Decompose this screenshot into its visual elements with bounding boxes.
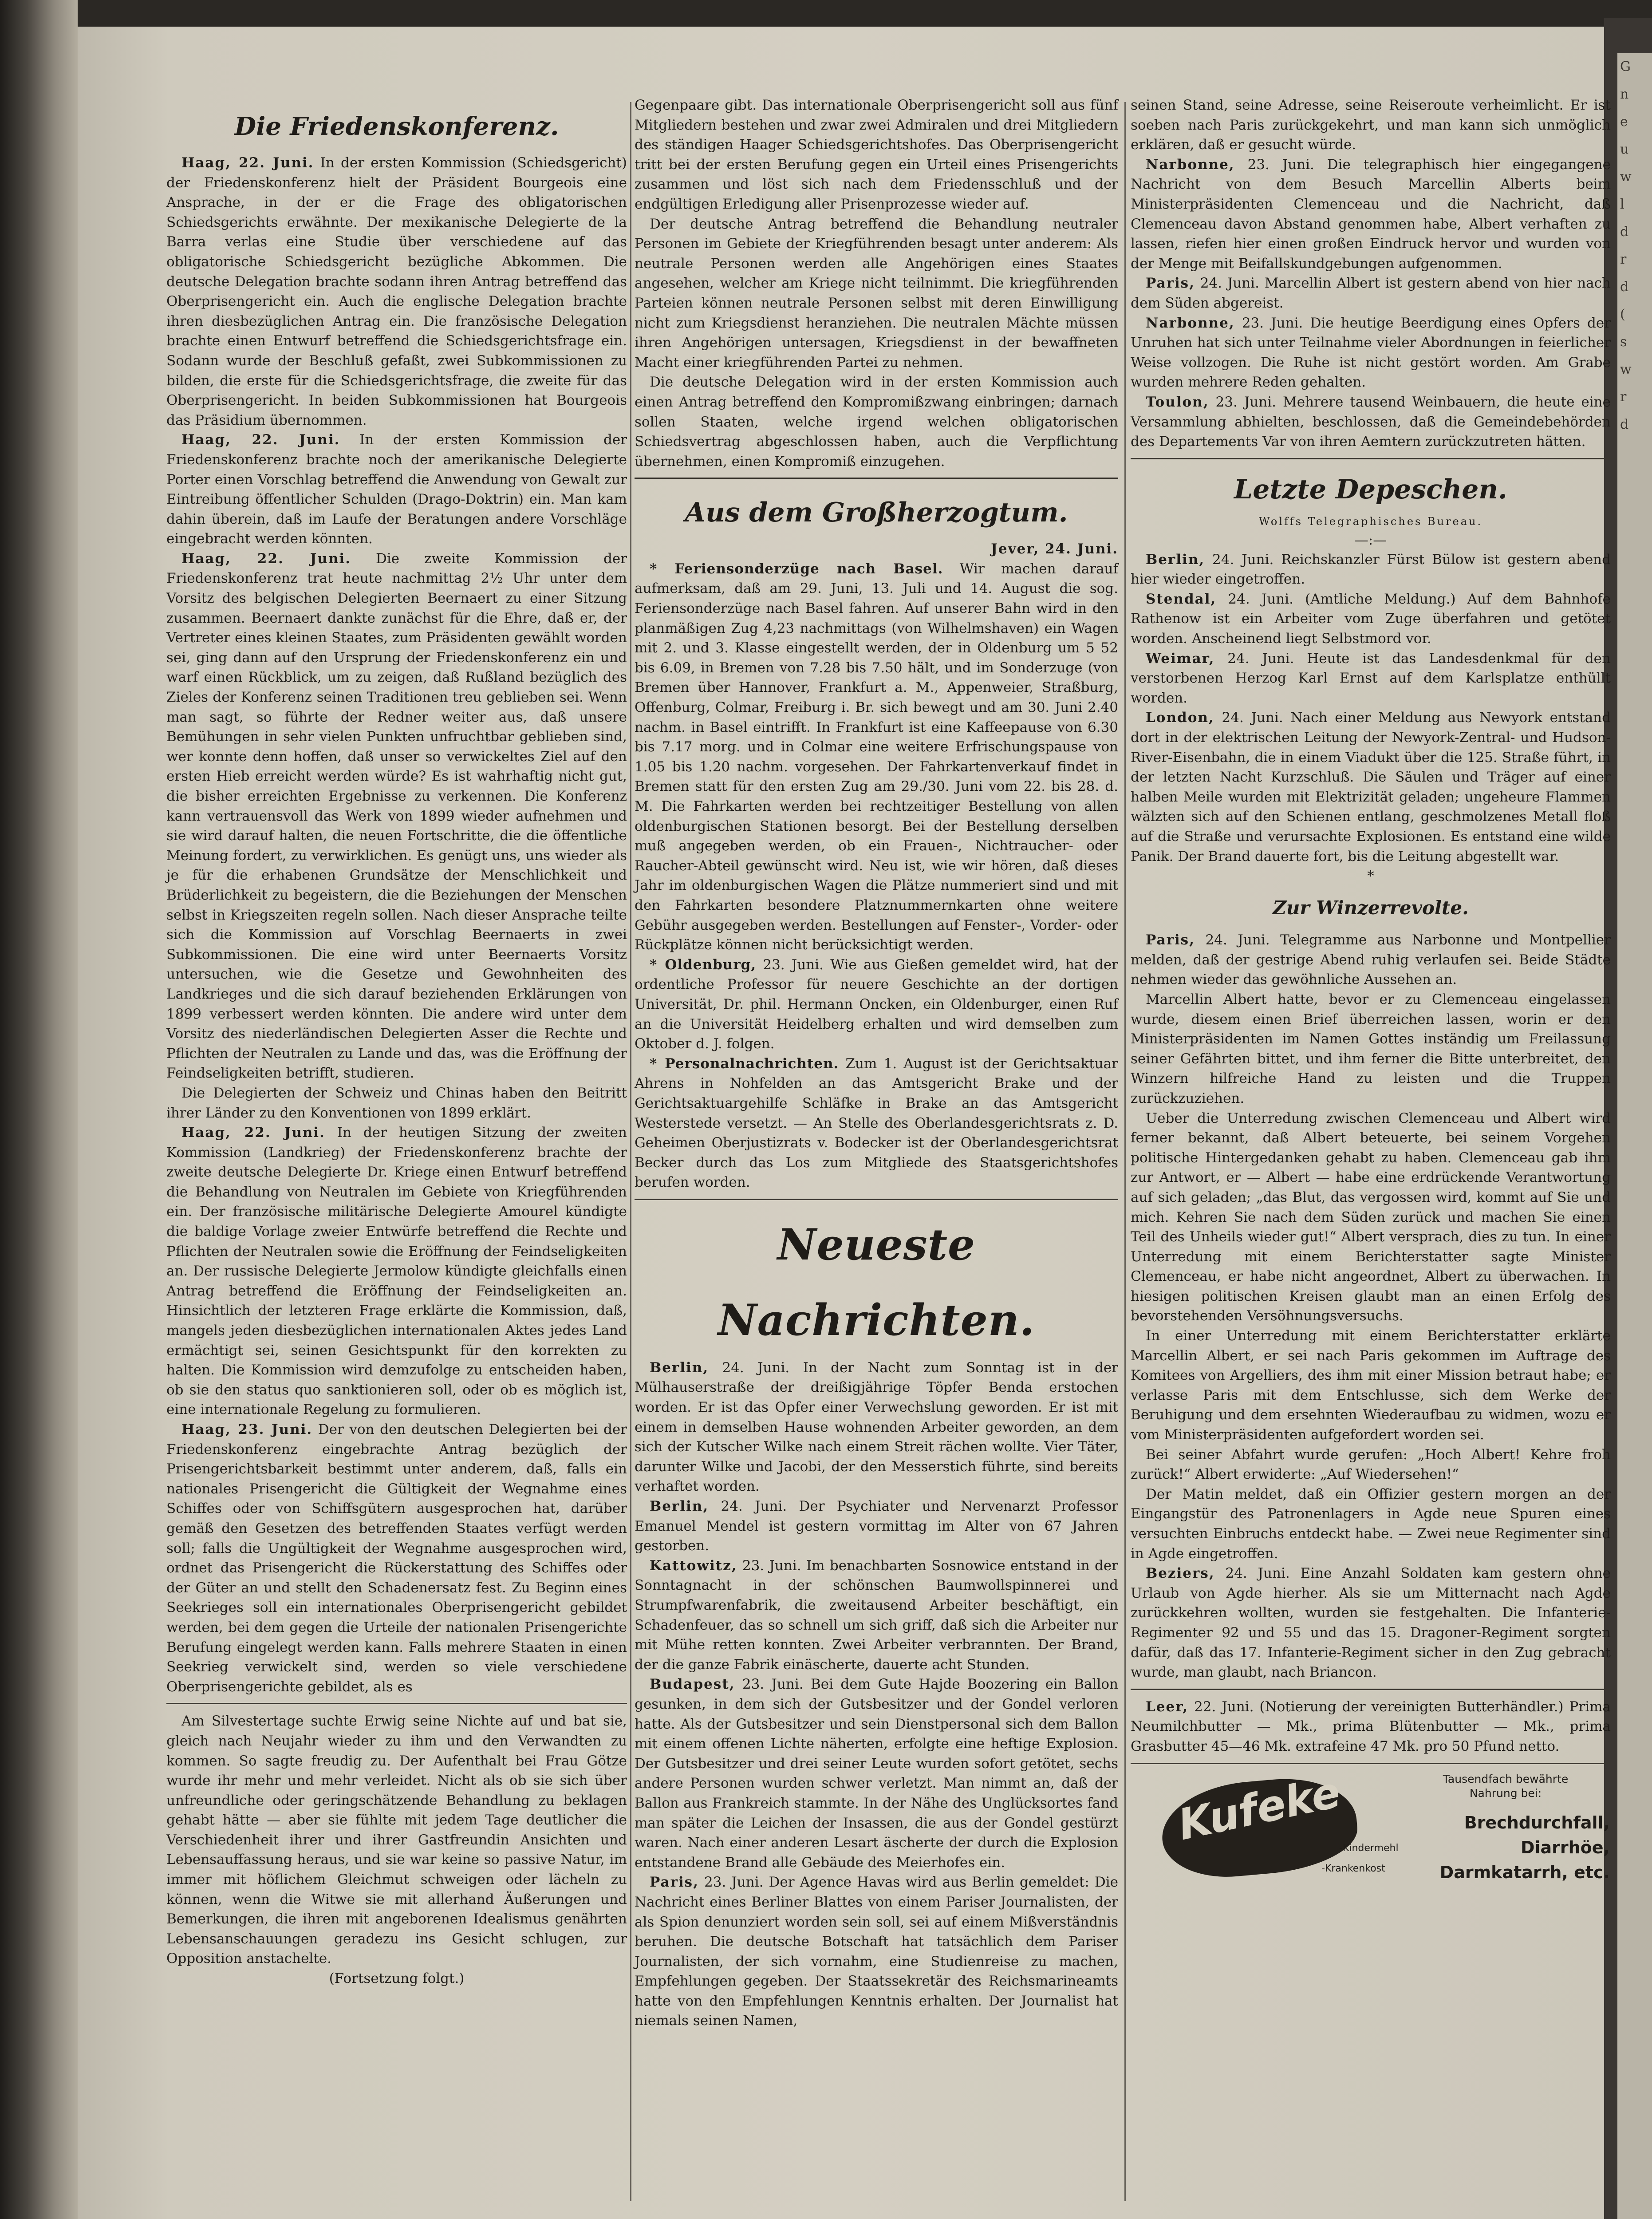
news-item xyxy=(635,1496,1118,1556)
edge-char: r xyxy=(1620,252,1627,267)
paragraph-text: Die zweite Kommission der Friedenskonferenz trat heute nachmittag 2½ Uhr unter dem Vorsitz des belgischen Delegierten Beernaert zu einer Sitzung zusammen. Beernaert dankte zunächst für die Ehre, daß er, der Vertreter eines kleinen Staates, zum Präsidenten gewählt worden sei, ging dann auf den Ursprung der Friedenskonferenz ein und warf einen Rückblick, um zu zeigen, daß Rußland bezüglich des Zieles der Konferenz seinen Traditionen treu geblieben sei. Wenn man sagt, so führte der Redner weiter aus, daß unsere Bemühungen in sehr vielen Punkten unfruchtbar geblieben sind, wer konnte denn hoffen, daß unser so verwickeltes Ziel auf den ersten Hieb erreicht werden würde? Es ist wahrhaftig nicht gut, die bisher erreichten Ergebnisse zu verkennen. Die Konferenz kann vertrauensvoll das Werk von 1899 wieder aufnehmen und sie wird darauf halten, die neuen Fortschritte, die die öffentliche Meinung fordert, zu verwirklichen. Es genügt uns, uns wieder als je für die erhabenen Grundsätze der Menschlichkeit und Brüderlichkeit zu begeistern, die die Beziehungen der Menschen selbst in Kriegszeiten regeln sollen. Nach dieser Ansprache teilte sich die Kommission auf Vorschlag Beernaerts in zwei Subkommissionen. Die eine wird unter Beernaerts Vorsitz untersuchen, wie die Gesetze und Gewohnheiten des Landkrieges und die sich darauf beziehenden Erklärungen von 1899 verbessert werden könnten. Die andere wird unter dem Vorsitz des niederländischen Delegierten Asser die Rechte und Pflichten der Neutralen zu Lande und das, was die Eröffnung der Feindseligkeiten betrifft, studieren. xyxy=(166,550,627,1082)
kufeke-advertisement xyxy=(1131,1767,1611,1901)
column-rule xyxy=(630,102,631,2201)
dateline: Berlin, xyxy=(650,1359,709,1376)
ad-condition: Brechdurchfall, xyxy=(1464,1812,1610,1832)
section-rule xyxy=(166,1703,627,1704)
news-item xyxy=(635,1872,1118,2031)
headline-letzte-depeschen: Letzte Depeschen. xyxy=(1234,474,1507,505)
news-item xyxy=(635,1358,1118,1496)
dateline: Narbonne, xyxy=(1146,156,1235,173)
dateline: Paris, xyxy=(650,1874,699,1891)
ad-condition: Diarrhöe, xyxy=(1520,1837,1610,1857)
market-report xyxy=(1131,1697,1611,1757)
ad-product-krankenkost: -Krankenkost xyxy=(1321,1863,1385,1874)
item-text: 24. Juni. Heute ist das Landesdenkmal für den verstorbenen Herzog Karl Ernst auf dem Karlsplatze enthüllt worden. xyxy=(1131,650,1611,706)
article-paragraph: Die Delegierten der Schweiz und Chinas haben den Beitritt ihrer Länder zu den Konventionen von 1899 erklärt. xyxy=(166,1085,627,1121)
edge-char: ( xyxy=(1620,307,1625,322)
item-text: Wir machen darauf aufmerksam, daß am 29. Juni, 13. Juli und 14. August die sog. Feriensonderzüge nach Basel fahren. Auf unserer Bahn wird in den planmäßigen Zug 4,23 nachmittags (von Wilhelmshaven) ein Wagen mit 2. und 3. Klasse eingestellt werden, der in Oldenburg um 5 52 bis 6.09, in Bremen von 7.28 bis 7.50 hält, und im Sonderzuge (von Bremen über Hannover, Frankfurt a. M., Appenweier, Straßburg, Offenburg, Colmar, Freiburg i. Br. sich bewegt und am 30. Juni 2.40 nachm. in Basel eintrifft. In Frankfurt ist eine Kaffeepause von 6.30 bis 7.17 morg. und in Colmar eine weitere Erfrischungspause von 1.05 bis 1.20 nachm. vorgesehen. Der Fahrkartenverkauf findet in Bremen statt für den ersten Zug am 29./30. Juni vom 22. bis 28. d. M. Die Fahrkarten werden bei rechtzeitiger Bestellung von allen oldenburgischen Stationen besorgt. Bei der Bestellung derselben muß angegeben werden, ob ein Frauen-, Nichtraucher- oder Raucher-Abteil gewünscht wird. Neu ist, wie wir hören, daß dieses Jahr im oldenburgischen Wagen die Plätze nummeriert sind und mit den Fahrkarten besondere Platznummernkarten ohne weitere Gebühr ausgegeben werden. Bestellungen auf Fenster-, Vorder- oder Rückplätze können nicht berücksichtigt werden. xyxy=(635,561,1118,953)
item-text: 24. Juni. Eine Anzahl Soldaten kam gestern ohne Urlaub von Agde hierher. Als sie um Mitternacht nach Agde zurückkehren wollten, wurden sie festgehalten. Die Infanterie-Regimenter 92 und 55 und das 15. Dragoner-Regiment sorgten dafür, daß das 17. Infanterie-Regiment sicher in den Zug gebracht wurde, man glaubt, nach Briancon. xyxy=(1131,1565,1611,1681)
next-page-edge xyxy=(1617,53,1652,2219)
item-title: * Oldenburg, xyxy=(650,956,757,973)
ad-product-kindermehl: -Kindermehl xyxy=(1339,1842,1399,1854)
kufeke-logo-text: Kufeke xyxy=(1174,1767,1345,1850)
article-paragraph xyxy=(166,1123,627,1420)
item-text: 24. Juni. Nach einer Meldung aus Newyork entstand dort in der elektrischen Leitung der Newyork-Zentral- und Hudson-River-Eisenbahn, die in einem Viadukt über die 125. Straße führt, in der letzten Nacht Kurzschluß. Die Säulen und Träger auf einer halben Meile wurden mit Elektrizität geladen; ungeheure Flammen wälzten sich auf den Schienen entlang, geschmolzenes Metall floß auf die Straße und verursachte Explosionen. Es entstand eine wilde Panik. Der Brand dauerte fort, bis die Leitung abgestellt war. xyxy=(1131,710,1611,865)
news-item xyxy=(1131,930,1611,990)
dateline: Kattowitz, xyxy=(650,1557,737,1574)
item-title: * Feriensonderzüge nach Basel. xyxy=(650,561,943,577)
article-paragraph: Marcellin Albert hatte, bevor er zu Clemenceau eingelassen wurde, diesem einen Brief überreichen lassen, worin er den Ministerpräsidenten im Namen Gottes inständig um Freilassung seiner Gefährten bittet, und ihm ferner die Bitte unterbreitet, den Winzern hilfreiche Hand zu leisten und die Truppen zurückzuziehen. xyxy=(1131,991,1611,1106)
article-paragraph: Ueber die Unterredung zwischen Clemenceau und Albert wird ferner bekannt, daß Albert beteuerte, bei seinem Vorgehen politische Hintergedanken gehabt zu haben. Clemenceau gab ihm zur Antwort, er — Albert — habe eine erdrückende Verantwortung auf sich geladen; „das Blut, das vergossen wird, kommt auf Sie und mich. Kehren Sie nach dem Süden zurück und machen Sie einen Teil des Unheils wieder gut!“ Albert versprach, dies zu tun. In einer Unterredung mit einem Berichterstatter sagte Minister Clemenceau, er habe nicht angeordnet, Albert zu überwachen. In hiesigen politischen Kreisen glaubt man an einen Erfolg des bevorstehenden Versöhnungsversuchs. xyxy=(1131,1110,1611,1324)
item-text: 24. Juni. In der Nacht zum Sonntag ist in der Mülhauserstraße der dreißigjährige Töpfer Benda erstochen worden. Er ist das Opfer einer Verwechslung geworden. Er ist mit einem in demselben Hause wohnenden Arbeiter geworden, an dem sich der Kutscher Wilke nach einem Streit rächen wollte. Vier Täter, darunter Wilke und Jacobi, der den Messerstich führte, sind bereits verhaftet worden. xyxy=(635,1359,1118,1495)
news-item xyxy=(1131,155,1611,274)
ad-tagline-line: Tausendfach bewährte xyxy=(1443,1772,1569,1785)
column-3 xyxy=(1131,95,1611,1901)
headline-friedenskonferenz: Die Friedenskonferenz. xyxy=(234,112,559,141)
section-rule xyxy=(1131,458,1611,459)
news-item xyxy=(1131,589,1611,649)
ad-conditions xyxy=(1415,1810,1610,1885)
article-paragraph: Bei seiner Abfahrt wurde gerufen: „Hoch Albert! Kehre froh zurück!“ Albert erwiderte: „Auf Wiedersehen!“ xyxy=(1131,1446,1611,1483)
item-text: 24. Juni. Reichskanzler Fürst Bülow ist gestern abend hier wieder eingetroffen. xyxy=(1131,551,1611,588)
item-text: 24. Juni. Marcellin Albert ist gestern abend von hier nach dem Süden abgereist. xyxy=(1131,275,1611,311)
article-paragraph: In einer Unterredung mit einem Berichterstatter erklärte Marcellin Albert, er sei nach Paris gekommen im Auftrage des Komitees von Argelliers, des ihm mit einer Mission betraut habe; er verlasse Paris mit dem Entschlusse, sich dem Werke der Beruhigung und dem ersehnten Wiederaufbau zu widmen, wozu er vom Ministerpräsidenten aufgefordert worden sei. xyxy=(1131,1328,1611,1443)
paragraph-text: In der heutigen Sitzung der zweiten Kommission (Landkrieg) der Friedenskonferenz brachte der zweite deutsche Delegierte Dr. Kriege einen Entwurf betreffend die Behandlung von Neutralen im Gebiete von Kriegführenden ein. Der französische militärische Delegierte Amourel kündigte die baldige Vorlage zweier Entwürfe betreffend die Rechte und Pflichten der Neutralen sowie die Eröffnung der Feindseligkeiten an. Der russische Delegierte Jermolow kündigte gleichfalls einen Antrag betreffend die Eröffnung der Feindseligkeiten an. Hinsichtlich der letzteren Frage erklärte die Kommission, daß, mangels jeden diesbezüglichen internationalen Aktes jedes Land ermächtigt sei, seinen Gesichtspunkt für den korrekten zu halten. Die Kommission wird demzufolge zu entscheiden haben, ob sie den status quo sanktionieren soll, oder ob es möglich ist, eine internationale Regelung zu formulieren. xyxy=(166,1125,627,1418)
news-item xyxy=(635,1674,1118,1872)
dateline-text: Jever, 24. Juni. xyxy=(991,541,1118,557)
dateline: Leer, xyxy=(1146,1698,1189,1715)
dateline: Beziers, xyxy=(1146,1565,1215,1582)
item-text: 23. Juni. Mehrere tausend Weinbauern, die heute eine Versammlung abhielten, beschlossen, daß die Gemeindebehörden des Departements Var von ihren Aemtern zurückzutreten hätten. xyxy=(1131,394,1611,450)
paragraph-text: In der ersten Kommission der Friedenskonferenz brachte noch der amerikanische Delegierte Porter einen Vorschlag betreffend die Anwendung von Gewalt zur Eintreibung öffentlicher Schulden (Drago-Doktrin) ein. Man kam dahin überein, daß im Laufe der Beratungen andere Vorschläge eingebracht werden könnten. xyxy=(166,432,627,547)
edge-char: d xyxy=(1620,417,1629,432)
column-2 xyxy=(635,95,1118,2031)
section-rule xyxy=(635,478,1118,479)
ad-tagline xyxy=(1401,1772,1610,1800)
edge-char: w xyxy=(1620,169,1632,185)
article-paragraph: Der deutsche Antrag betreffend die Behandlung neutraler Personen im Gebiete der Kriegführenden besagt unter anderem: Als neutrale Personen werden alle Angehörigen eines Staates angesehen, welcher am Kriege nicht teilnimmt. Die kriegführenden Parteien können neutrale Personen selbst mit deren Einwilligung nicht zum Kriegsdienst heranziehen. Die neutralen Mächte müssen ihren Angehörigen untersagen, Kriegsdienst in der bewaffneten Macht einer kriegführenden Partei zu nehmen. xyxy=(635,216,1118,371)
ad-tagline-line: Nahrung bei: xyxy=(1469,1786,1542,1800)
article-paragraph xyxy=(166,549,627,1083)
article-paragraph: Der Matin meldet, daß ein Offizier gestern morgen an der Eingangstür des Patronenlagers in Agde neue Spuren eines versuchten Einbruchs entdeckt habe. — Zwei neue Regimenter sind in Agde eingetroffen. xyxy=(1131,1486,1611,1562)
item-text: 23. Juni. Die telegraphisch hier eingegangene Nachricht von dem Besuch Marcellin Alberts beim Ministerpräsidenten Clemenceau und die Nachricht, daß Clemenceau davon Abstand genommen habe, Albert verhaften zu lassen, riefen hier einen großen Eindruck hervor und wurden von der Menge mit Beifallskundgebungen aufgenommen. xyxy=(1131,156,1611,272)
dateline: Berlin, xyxy=(650,1498,709,1515)
column-1 xyxy=(166,95,627,1989)
article-paragraph xyxy=(166,1420,627,1697)
section-rule xyxy=(635,1199,1118,1200)
article-paragraph: Gegenpaare gibt. Das internationale Oberprisengericht soll aus fünf Mitgliedern bestehen und zwar zwei Admiralen und drei Mitgliedern des ständigen Haager Schiedsgerichtshofes. Das Oberprisengericht tritt bei der ersten Berufung gegen ein Urteil eines Prisengerichts zusammen und löst sich nach dem Friedensschluß und der endgültigen Erledigung aller Prisenprozesse wieder auf. xyxy=(635,97,1118,212)
subheadline: Wolffs Telegraphisches Bureau. xyxy=(1258,515,1483,528)
news-item xyxy=(635,559,1118,955)
dateline: Haag, 23. Juni. xyxy=(181,1421,313,1437)
paragraph-text: In der ersten Kommission (Schiedsgericht) der Friedenskonferenz hielt der Präsident Bourgeois eine Ansprache, in der er die Frage des obligatorischen Schiedsgerichts erwähnte. Der mexikanische Delegierte de la Barra verlas eine Studie über verschiedene auf das obligatorische Schiedsgericht bezügliche Abkommen. Die deutsche Delegation brachte sodann ihren Antrag betreffend das Oberprisengericht ein. Auch die englische Delegation brachte ihren diesbezüglichen Antrag ein. Die französische Delegation brachte einen Entwurf betreffend die Schiedsgerichtsfrage ein. Sodann wurde der Beschluß gefaßt, zwei Subkommissionen zu bilden, die erste für die Schiedsgerichtsfrage, die zweite für das Oberprisengericht. In beiden Subkommissionen hat Bourgeois das Präsidium übernommen. xyxy=(166,155,627,428)
item-text: 23. Juni. Im benachbarten Sosnowice entstand in der Sonntagnacht in der schönschen Baumwollspinnerei und Strumpfwarenfabrik, die zweitausend Arbeiter beschäftigt, ein Schadenfeuer, das so schnell um sich griff, daß sich die Arbeiter nur mit Mühe retten konnten. Zwei Arbeiter verbrannten. Der Brand, der die ganze Fabrik einäscherte, dauerte acht Stunden. xyxy=(635,1557,1118,1673)
dateline: Haag, 22. Juni. xyxy=(181,1125,325,1141)
item-text: 24. Juni. Der Psychiater und Nervenarzt Professor Emanuel Mendel ist gestern vormittag im Alter von 67 Jahren gestorben. xyxy=(635,1498,1118,1554)
news-item xyxy=(1131,1564,1611,1682)
feuilleton-paragraph: Am Silvestertage suchte Erwig seine Nichte auf und bat sie, gleich nach Neujahr wieder zu ihm und den Verwandten zu kommen. So sagte freudig zu. Der Aufenthalt bei Frau Götze wurde ihr mehr und mehr verleidet. Nicht als ob sie sich über unfreundliche oder geringschätzende Behandlung zu beklagen gehabt hätte — aber sie fühlte mit jedem Tage deutlicher die Verschiedenheit ihrer und ihrer Gastfreundin Ansichten und Lebensauffassung heraus, und sie war keine so passive Natur, im immer mit höflichem Gleichmut schweigen oder lächeln zu können, wenn die Witwe sie mit allerhand Äußerungen und Bemerkungen, die ihren mit angeborenen Idealismus genährten Lebensanschauungen geradezu ins Gesicht schlugen, zur Opposition anstachelte. xyxy=(166,1713,627,1967)
edge-char: e xyxy=(1620,114,1628,130)
news-item xyxy=(635,955,1118,1054)
news-item xyxy=(1131,708,1611,866)
dateline: Paris, xyxy=(1146,275,1195,292)
item-text: 24. Juni. (Amtliche Meldung.) Auf dem Bahnhofe Rathenow ist ein Arbeiter vom Zuge überfahren und getötet worden. Anscheinend liegt Selbstmord vor. xyxy=(1131,591,1611,647)
dateline: Haag, 22. Juni. xyxy=(181,550,351,567)
dateline: Narbonne, xyxy=(1146,315,1235,331)
dateline: Budapest, xyxy=(650,1676,735,1693)
continuation-note: (Fortsetzung folgt.) xyxy=(329,1970,465,1987)
item-text: 22. Juni. (Notierung der vereinigten Butterhändler.) Prima Neumilchbutter — Mk., prima Blütenbutter — Mk., prima Grasbutter 45—46 Mk. extrafeine 47 Mk. pro 50 Pfund netto. xyxy=(1131,1698,1611,1754)
item-text: 23. Juni. Wie aus Gießen gemeldet wird, hat der ordentliche Professor für neuere Geschichte an der dortigen Universität, Dr. phil. Hermann Oncken, ein Oldenburger, einen Ruf an die Universität Heidelberg erhalten und wird demselben zum Oktober d. J. folgen. xyxy=(635,956,1118,1052)
section-rule xyxy=(1131,1689,1611,1690)
dateline xyxy=(635,539,1118,559)
column-rule xyxy=(1124,102,1126,2201)
edge-char: w xyxy=(1620,362,1632,377)
section-rule xyxy=(1131,1763,1611,1764)
article-paragraph xyxy=(166,153,627,430)
headline-grossherzogtum: Aus dem Großherzogtum. xyxy=(685,497,1068,529)
ad-condition: Darmkatarrh, etc. xyxy=(1439,1862,1610,1882)
news-item xyxy=(635,1054,1118,1192)
dateline: London, xyxy=(1146,710,1214,726)
edge-char: G xyxy=(1620,59,1631,75)
item-text: 23. Juni. Bei dem Gute Hajde Boozering ein Ballon gesunken, in dem sich der Gutsbesitzer und der Gondel verloren hatte. Als der Gutsbesitzer und sein Dienstpersonal sich dem Ballon mit einem offenen Lichte näherten, erfolgte eine heftige Explosion. Der Gutsbesitzer und drei seiner Leute wurden sofort getötet, sechs andere Personen wurden schwer verletzt. Man nimmt an, daß der Ballon aus Frankreich stammte. In der Nähe des Unglücksortes fand man später die Leichen der Insassen, die aus der Gondel gestürzt waren. Nach einer anderen Lesart äscherte der durch die Explosion entstandene Brand alle Gebäude des Meierhofes ein. xyxy=(635,1676,1118,1871)
dateline: Berlin, xyxy=(1146,551,1205,568)
news-item xyxy=(1131,392,1611,452)
item-text: Zum 1. August ist der Gerichtsaktuar Ahrens in Nohfelden an das Amtsgericht Brake und der Gerichtsaktuargehilfe Schläfke in Brake an das Amtsgericht Westerstede versetzt. — An Stelle des Oberlandesgerichtsrats z. D. Geheimen Oberjustizrats v. Bodecker ist der Oberlandesgerichtsrat Becker durch das Los zum Mitgliede des Staatsgerichtshofes berufen worden. xyxy=(635,1055,1118,1191)
edge-char: d xyxy=(1620,224,1629,240)
dateline: Haag, 22. Juni. xyxy=(181,155,314,171)
news-item xyxy=(1131,649,1611,708)
item-text: 23. Juni. Der Agence Havas wird aus Berlin gemeldet: Die Nachricht eines Berliner Blattes von einem Pariser Journalisten, der als Spion denunziert worden sein soll, sei auf einem Mißverständnis beruhen. Die deutsche Botschaft hat tatsächlich dem Pariser Journalisten, der sich vornahm, eine Studienreise zu machen, Empfehlungen gegeben. Der Staatssekretär des Reichsmarineamts hatte von den Empfehlungen Kenntnis erhalten. Der Journalist hat niemals seinen Namen, xyxy=(635,1874,1118,2029)
edge-char: l xyxy=(1620,197,1624,212)
book-binding xyxy=(0,0,78,2219)
item-text: 24. Juni. Telegramme aus Narbonne und Montpellier melden, daß der gestrige Abend ruhig verlaufen sei. Beide Städte nehmen wieder das gewöhnliche Aussehen an. xyxy=(1131,932,1611,988)
edge-char: n xyxy=(1620,87,1629,102)
dateline: Haag, 22. Juni. xyxy=(181,432,340,448)
item-text: 23. Juni. Die heutige Beerdigung eines Opfers der Unruhen hat sich unter Teilnahme vieler Abordnungen in feierlicher Weise vollzogen. Die Ruhe ist nicht gestört worden. Am Grabe wurden mehrere Reden gehalten. xyxy=(1131,315,1611,391)
news-item xyxy=(1131,550,1611,589)
edge-char: s xyxy=(1620,334,1627,350)
news-item xyxy=(635,1556,1118,1675)
article-paragraph: seinen Stand, seine Adresse, seine Reiseroute verheimlicht. Er ist soeben nach Paris zurückgekehrt, und man kann sich unmöglich erklären, daß er gesucht würde. xyxy=(1131,97,1611,153)
headline-neueste-nachrichten: Neueste Nachrichten. xyxy=(718,1219,1035,1345)
dateline: Paris, xyxy=(1146,932,1195,948)
dateline: Toulon, xyxy=(1146,394,1209,410)
dateline: Stendal, xyxy=(1146,591,1217,607)
edge-char: u xyxy=(1620,142,1629,157)
news-item xyxy=(1131,273,1611,313)
paragraph-text: Der von den deutschen Delegierten bei der Friedenskonferenz eingebrachte Antrag bezüglich der Prisengerichtsbarkeit bestimmt unter anderem, daß, falls ein nationales Prisengericht die Gültigkeit der Wegnahme eines Schiffes oder von Schiffsgütern ausgesprochen hat, darüber gemäß den Gesetzen des betreffenden Staates verfügt werden soll; falls die Ungültigkeit der Wegnahme ausgesprochen wird, ordnet das Prisengericht die Rückerstattung des Schiffes oder der Güter an und stellt den Schadenersatz fest. Zu Beginn eines Seekrieges soll ein internationales Oberprisengericht gebildet werden, bei dem gegen die Urteile der nationalen Prisengerichte Berufung eingelegt werden kann. Falls mehrere Staaten in einen Seekrieg verwickelt sind, werden so viele verschiedene Oberprisengerichte gebildet, als es xyxy=(166,1421,627,1695)
item-title: * Personalnachrichten. xyxy=(650,1055,839,1072)
edge-char: d xyxy=(1620,279,1629,295)
edge-char: r xyxy=(1620,389,1627,405)
article-paragraph: Die deutsche Delegation wird in der ersten Kommission auch einen Antrag betreffend den Kompromißzwang einbringen; darnach sollen Staaten, welche irgend welchen obligatorischen Schiedsvertrag abgeschlossen haben, auch die Verpflichtung übernehmen, einen Kompromiß einzugehen. xyxy=(635,374,1118,470)
headline-winzerrevolte: Zur Winzerrevolte. xyxy=(1273,897,1469,919)
article-paragraph xyxy=(166,430,627,549)
separator-star: * xyxy=(1367,868,1374,884)
news-item xyxy=(1131,313,1611,392)
dateline: Weimar, xyxy=(1146,650,1215,667)
separator: —:— xyxy=(1354,532,1387,548)
